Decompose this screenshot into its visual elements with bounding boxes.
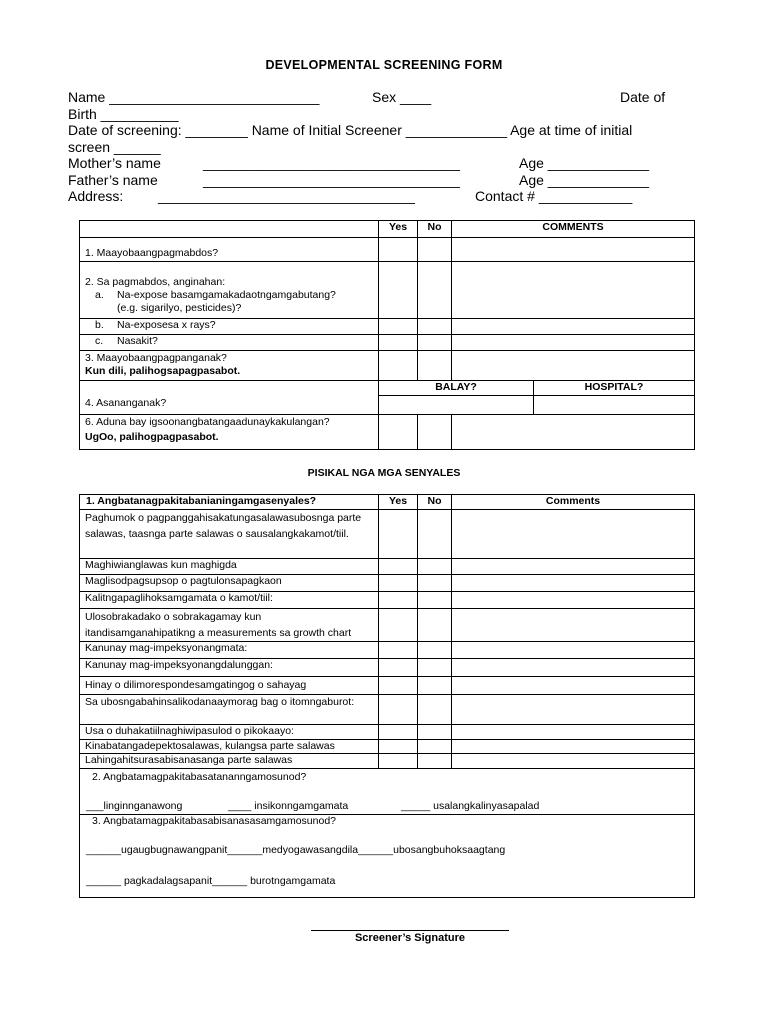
sign-yes-cell[interactable]: [379, 575, 418, 592]
q6-comments-cell[interactable]: [452, 415, 695, 450]
sign-no-cell[interactable]: [418, 559, 452, 575]
q4-hospital-cell[interactable]: [534, 396, 695, 415]
name-field[interactable]: Name ___________________________: [68, 89, 320, 105]
sign-row: [80, 695, 695, 725]
address-label: Address:: [68, 188, 124, 204]
signature-line[interactable]: [311, 930, 509, 931]
col-balay-header: BALAY?: [379, 381, 534, 396]
q2a-yes-cell[interactable]: [379, 262, 418, 319]
sign-yes-cell[interactable]: [379, 609, 418, 642]
q2-cell: [80, 262, 379, 319]
sign-label: Maghiwianglawas kun maghigda: [80, 559, 379, 575]
sex-field[interactable]: Sex ____: [372, 89, 432, 105]
q2a-marker: a.: [95, 289, 104, 301]
sign-row: [80, 659, 695, 677]
q2-label: 2. Sa pagmabdos, anginahan:: [85, 276, 226, 288]
mother-name-field[interactable]: _________________________________: [203, 155, 460, 171]
contact-field[interactable]: Contact # ____________: [475, 188, 633, 204]
sign-no-cell[interactable]: [418, 592, 452, 609]
sign-label: Usa o duhakatiilnaghiwipasulod o pikokaayo:: [80, 725, 379, 740]
sign-label: Paghumok o pagpanggahisakatungasalawasubosnga parte salawas, taasnga parte salawas o sausalangkakamot/tiil.: [80, 510, 379, 559]
q6-no-cell[interactable]: [418, 415, 452, 450]
q2c-comments-cell[interactable]: [452, 335, 695, 351]
physical-signs-table: [79, 494, 695, 898]
sign-no-cell[interactable]: [418, 695, 452, 725]
signs-col-no-header: No: [418, 495, 452, 510]
q6-yes-cell[interactable]: [379, 415, 418, 450]
q2-row: [80, 262, 695, 319]
q1-yes-cell[interactable]: [379, 238, 418, 262]
q3-note: Kun dili, palihogsapagpasabot.: [85, 365, 241, 377]
blank-header-cell: [80, 221, 379, 238]
q2c-marker: c.: [95, 335, 104, 347]
q2c-label: Nasakit?: [117, 335, 158, 347]
q3-features-cell: [80, 815, 695, 898]
birth-field[interactable]: Birth __________: [68, 106, 179, 122]
q1-label: 1. Maayobaangpagmabdos?: [80, 238, 379, 262]
q2b-yes-cell[interactable]: [379, 319, 418, 335]
q4-balay-cell[interactable]: [379, 396, 534, 415]
sign-comments-cell[interactable]: [452, 510, 695, 559]
q2a-line2: (e.g. sigarilyo, pesticides)?: [117, 302, 242, 314]
sign-no-cell[interactable]: [418, 575, 452, 592]
sign-yes-cell[interactable]: [379, 510, 418, 559]
sign-label: Ulosobrakadako o sobrakagamay kun itandisamganahipatikng a measurements sa growth chart: [80, 609, 379, 642]
sign-row: [80, 510, 695, 559]
sign-yes-cell[interactable]: [379, 642, 418, 659]
sign-yes-cell[interactable]: [379, 695, 418, 725]
sign-yes-cell[interactable]: [379, 754, 418, 769]
sign-no-cell[interactable]: [418, 510, 452, 559]
q2-features-row: [80, 769, 695, 815]
sign-no-cell[interactable]: [418, 659, 452, 677]
q1-no-cell[interactable]: [418, 238, 452, 262]
sign-no-cell[interactable]: [418, 642, 452, 659]
q2c-row: [80, 335, 695, 351]
sign-comments-cell[interactable]: [452, 575, 695, 592]
q2b-comments-cell[interactable]: [452, 319, 695, 335]
q2a-line1: Na-expose basamgamakadaotngamgabutang?: [117, 289, 336, 301]
sign-label: Sa ubosngabahinsalikodanaaymorag bag o itomngaburot:: [80, 695, 379, 725]
sign-comments-cell[interactable]: [452, 725, 695, 740]
sign-row: [80, 754, 695, 769]
sign-row: [80, 725, 695, 740]
history-table: [79, 220, 695, 450]
sign-row: [80, 677, 695, 695]
q2-option-face[interactable]: ___linginnganawong: [86, 800, 183, 812]
sign-comments-cell[interactable]: [452, 740, 695, 754]
col-no-header: No: [418, 221, 452, 238]
sign-yes-cell[interactable]: [379, 559, 418, 575]
q2b-no-cell[interactable]: [418, 319, 452, 335]
q2c-cell: [80, 335, 379, 351]
mother-name-label: Mother’s name: [68, 155, 161, 171]
sign-row: [80, 592, 695, 609]
sign-comments-cell[interactable]: [452, 592, 695, 609]
sign-comments-cell[interactable]: [452, 659, 695, 677]
q2a-no-cell[interactable]: [418, 262, 452, 319]
q2c-yes-cell[interactable]: [379, 335, 418, 351]
sign-comments-cell[interactable]: [452, 642, 695, 659]
q4-label: 4. Asananganak?: [80, 381, 379, 415]
sign-comments-cell[interactable]: [452, 754, 695, 769]
sign-label: Kalitngapaglihoksamgamata o kamot/tiil:: [80, 592, 379, 609]
date-of-screening-line[interactable]: Date of screening: ________ Name of Initial Screener _____________ Age at time of initial: [68, 122, 633, 138]
q6-note: UgOo, palihogpagpasabot.: [85, 431, 219, 443]
birthplace-header-row: [80, 381, 695, 396]
q2a-comments-cell[interactable]: [452, 262, 695, 319]
sign-no-cell[interactable]: [418, 609, 452, 642]
q2b-cell: [80, 319, 379, 335]
q6-label: 6. Aduna bay igsoonangbatangaadunaykakulangan?: [85, 416, 330, 428]
sign-no-cell[interactable]: [418, 677, 452, 695]
q2-features-question: 2. Angbatamagpakitabasatananngamosunod?: [92, 771, 307, 783]
sign-yes-cell[interactable]: [379, 725, 418, 740]
q3-options-line1[interactable]: ______ugaugbugnawangpanit______medyogawasangdila______ubosangbuhoksaagtang: [86, 844, 506, 856]
sign-row: [80, 740, 695, 754]
sign-no-cell[interactable]: [418, 740, 452, 754]
sign-row: [80, 642, 695, 659]
sign-yes-cell[interactable]: [379, 592, 418, 609]
form-title: DEVELOPMENTAL SCREENING FORM: [265, 58, 503, 72]
history-header-row: [80, 221, 695, 238]
sign-label: Kinabatangadepektosalawas, kulangsa parte salawas: [80, 740, 379, 754]
sign-comments-cell[interactable]: [452, 609, 695, 642]
sign-comments-cell[interactable]: [452, 695, 695, 725]
q3-features-question: 3. Angbatamagpakitabasabisanasasamgamosunod?: [92, 815, 337, 827]
q6-row: [80, 415, 695, 450]
sign-label: Hinay o dilimorespondesamgatingog o sahayag: [80, 677, 379, 695]
q1-row: [80, 238, 695, 262]
q3-options-line2[interactable]: ______ pagkadalagsapanit______ burotngamgamata: [86, 875, 336, 887]
sign-label: Maglisodpagsupsop o pagtulonsapagkaon: [80, 575, 379, 592]
col-yes-header: Yes: [379, 221, 418, 238]
mother-age-field[interactable]: Age _____________: [519, 155, 650, 171]
q1-comments-cell[interactable]: [452, 238, 695, 262]
sign-comments-cell[interactable]: [452, 677, 695, 695]
col-comments-header: COMMENTS: [452, 221, 695, 238]
q2-features-cell: [80, 769, 695, 815]
father-name-field[interactable]: _________________________________: [203, 172, 460, 188]
signs-col-comments-header: Comments: [452, 495, 695, 510]
father-name-label: Father’s name: [68, 172, 158, 188]
sign-yes-cell[interactable]: [379, 677, 418, 695]
father-age-field[interactable]: Age _____________: [519, 172, 650, 188]
q3-row: [80, 351, 695, 381]
q2-option-eyes[interactable]: ____ insikonngamgamata: [228, 800, 349, 812]
sign-row: [80, 559, 695, 575]
address-field[interactable]: _________________________________: [158, 188, 415, 204]
sign-yes-cell[interactable]: [379, 659, 418, 677]
signs-header-label: 1. Angbatanagpakitabanianingamgasenyales?: [80, 495, 379, 510]
section-physical-signs-title: PISIKAL NGA MGA SENYALES: [307, 467, 461, 479]
q2b-marker: b.: [95, 319, 104, 331]
q3-no-cell[interactable]: [418, 351, 452, 381]
sign-row: [80, 609, 695, 642]
q3-label: 3. Maayobaangpagpanganak?: [85, 352, 227, 364]
date-of-birth-label: Date of: [620, 89, 666, 105]
signs-col-yes-header: Yes: [379, 495, 418, 510]
sign-row: [80, 575, 695, 592]
q2b-label: Na-exposesa x rays?: [117, 319, 216, 331]
signs-header-row: [80, 495, 695, 510]
q3-comments-cell[interactable]: [452, 351, 695, 381]
q6-cell: [80, 415, 379, 450]
sign-no-cell[interactable]: [418, 725, 452, 740]
sign-label: Kanunay mag-impeksyonangmata:: [80, 642, 379, 659]
col-hospital-header: HOSPITAL?: [534, 381, 695, 396]
q2b-row: [80, 319, 695, 335]
q3-features-row: [80, 815, 695, 898]
sign-no-cell[interactable]: [418, 754, 452, 769]
q3-yes-cell[interactable]: [379, 351, 418, 381]
sign-comments-cell[interactable]: [452, 559, 695, 575]
q3-cell: [80, 351, 379, 381]
screener-signature-label: Screener’s Signature: [354, 932, 466, 944]
sign-yes-cell[interactable]: [379, 740, 418, 754]
sign-label: Kanunay mag-impeksyonangdalunggan:: [80, 659, 379, 677]
q2c-no-cell[interactable]: [418, 335, 452, 351]
q2-option-palm[interactable]: _____ usalangkalinyasapalad: [401, 800, 540, 812]
sign-label: Lahingahitsurasabisanasanga parte salawas: [80, 754, 379, 769]
screen-age-field[interactable]: screen ______: [68, 139, 161, 155]
